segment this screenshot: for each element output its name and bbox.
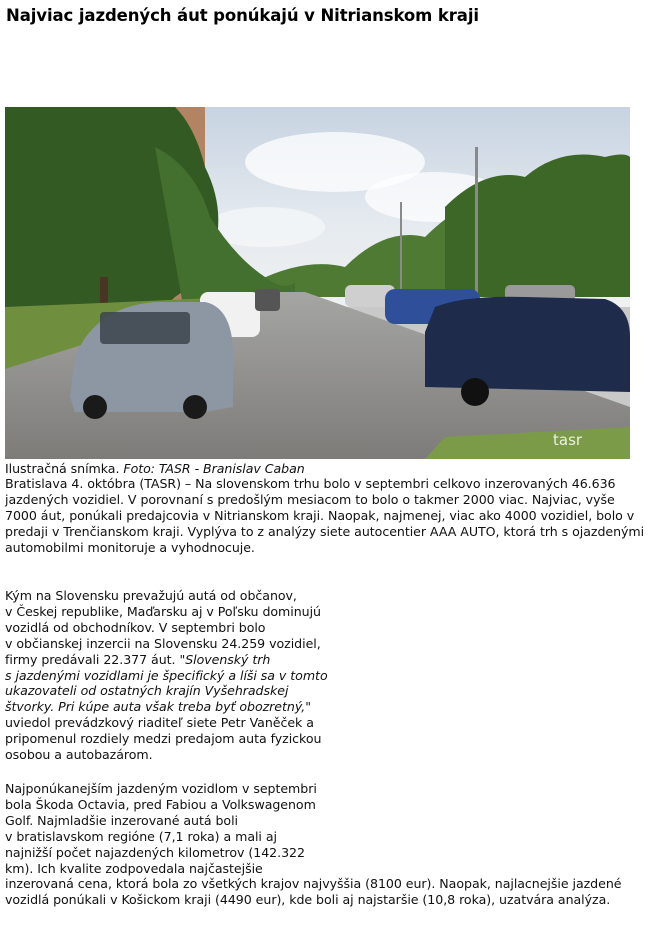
- photo-watermark: tasr: [553, 431, 583, 449]
- p1-line: v občianskej inzercii na Slovensku 24.259 vozidiel,: [5, 635, 321, 651]
- p2-line: km). Ich kvalite zodpovedala najčastejšie: [5, 860, 263, 876]
- photo-illustration: [5, 107, 630, 459]
- p1-line: osobou a autobazárom.: [5, 747, 153, 763]
- article-title: Najviac jazdených áut ponúkajú v Nitrianskom kraji: [6, 6, 479, 25]
- quote: ukazovateli od ostatných krajín Vyšehradskej: [5, 683, 289, 699]
- p1-line: Kým na Slovensku prevažujú autá od občanov,: [5, 588, 297, 603]
- caption-text: Ilustračná snímka.: [5, 461, 120, 476]
- p2-rest: inzerovaná cena, ktorá bola zo všetkých krajov najvyššia (8100 eur). Naopak, najlacnejšie jazdené vozidlá ponúkali v Košickom kraji (4490 eur), kde boli aj najstaršie (10,8 roka), uzatvára analýza.: [5, 876, 622, 908]
- p1-line: uviedol prevádzkový riaditeľ siete Petr Vaněček a: [5, 715, 314, 731]
- article-paragraph-2: [5, 781, 645, 908]
- p1-line: pripomenul rozdiely medzi predajom auta fyzickou: [5, 731, 322, 747]
- p1-line: vozidlá od obchodníkov. V septembri bolo: [5, 619, 266, 635]
- dark-car: [425, 297, 630, 392]
- p1-line: v Českej republike, Maďarsku aj v Poľsku dominujú: [5, 603, 321, 619]
- p2-line: v bratislavskom regióne (7,1 roka) a mali aj: [5, 828, 277, 844]
- caption-credit: Foto: TASR - Branislav Caban: [123, 461, 305, 476]
- p2-line: Golf. Najmladšie inzerované autá boli: [5, 812, 238, 828]
- quote: s jazdenými vozidlami je špecifický a líši sa v tomto: [5, 667, 328, 683]
- article-lead: [5, 476, 645, 556]
- photo-caption: [5, 461, 645, 477]
- article-photo: [5, 107, 630, 459]
- p2-line: bola Škoda Octavia, pred Fabiou a Volkswagenom: [5, 796, 316, 812]
- p2-line: Najponúkanejším jazdeným vozidlom v septembri: [5, 781, 317, 796]
- lead-paragraph: Bratislava 4. októbra (TASR) – Na slovenskom trhu bolo v septembri celkovo inzerovaných 46.636 jazdených vozidiel. V porovnaní s predošlým mesiacom to bolo o takmer 2000 viac. Najviac, vyše 7000 áut, ponúkali predajcovia v Nitrianskom kraji. Naopak, najmenej, viac ako 4000 vozidiel, bolo v predaji v Trenčianskom kraji. Vyplýva to z analýzy siete autocentier AAA AUTO, ktorá trh s ojazdenými automobilmi monitoruje a vyhodnocuje.: [5, 476, 645, 555]
- quote: "Slovenský trh: [179, 651, 271, 667]
- article-paragraph-1: [5, 588, 645, 763]
- p1-line: firmy predávali 22.377 áut.: [5, 651, 180, 667]
- p2-line: najnižší počet najazdených kilometrov (142.322: [5, 844, 305, 860]
- quote: štvorky. Pri kúpe auta však treba byť obozretný,": [5, 699, 311, 715]
